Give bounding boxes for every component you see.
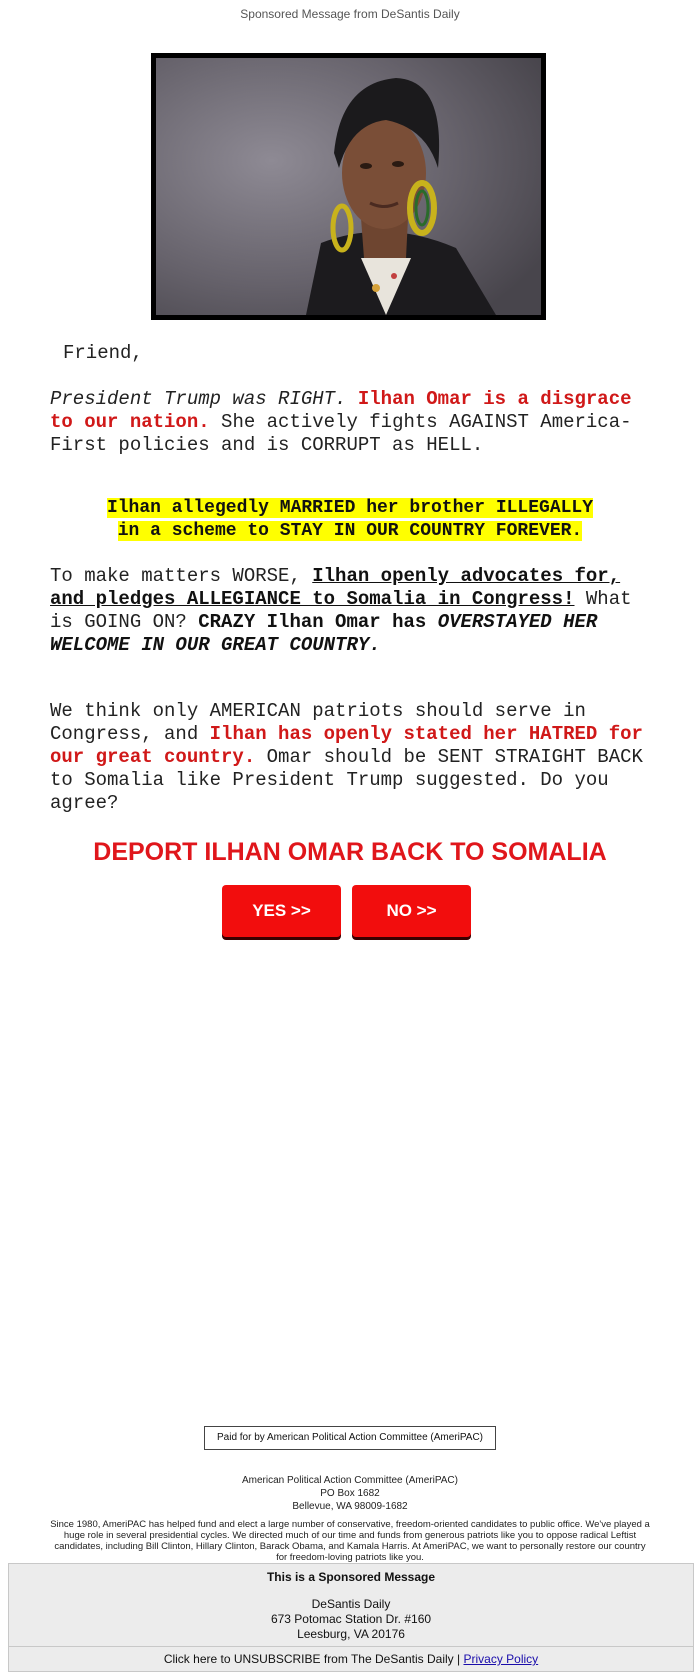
sponsor-info-box [8, 1563, 694, 1647]
intro-statement: President Trump was RIGHT. [50, 388, 347, 410]
paid-for-disclaimer: Paid for by American Political Action Committee (AmeriPAC) [204, 1426, 496, 1450]
highlighted-claim [40, 497, 660, 543]
hero-photo [156, 58, 541, 315]
unsubscribe-bar [8, 1646, 694, 1672]
allegiance-underlined: Ilhan openly advocates for, and pledges ALLEGIANCE to Somalia in Congress! [50, 565, 621, 610]
cta-headline: DEPORT ILHAN OMAR BACK TO SOMALIA [93, 838, 607, 866]
going-on-text: What is GOING ON? [50, 588, 632, 633]
unsubscribe-link[interactable]: Click here to UNSUBSCRIBE from The DeSantis Daily | [163, 1652, 461, 1666]
committee-about: Since 1980, AmeriPAC has helped fund and elect a large number of conservative, freedom-oriented candidates to public office. We've played a huge role in several presidential cycles. We directed much of our time and funds from generous patriots like you to oppose radical Leftist candidates, including Bill Clinton, Hillary Clinton, Barack Obama, and Kamala Harris. At AmeriPAC, we want to personally restore our country for freedom-loving patriots like you. [50, 1519, 650, 1563]
yes-button[interactable]: YES >> [222, 885, 341, 937]
paragraph-allegiance [50, 565, 660, 657]
patriots-text: We think only AMERICAN patriots should serve in Congress, and [50, 700, 586, 745]
highlight-line-1: Ilhan allegedly MARRIED her brother ILLEGALLY [106, 498, 594, 518]
sponsor-name: DeSantis Daily [311, 1597, 391, 1611]
red-emphasis-hatred: Ilhan has openly stated her HATRED for our great country. [50, 723, 643, 768]
paragraph-trump-right [50, 388, 660, 457]
sponsor-city: Leesburg, VA 20176 [297, 1627, 405, 1641]
crazy-omar-text: CRAZY Ilhan Omar has [198, 611, 427, 633]
corruption-statement: She actively fights AGAINST America-First policies and is CORRUPT as HELL. [50, 411, 632, 456]
portrait-illustration [156, 58, 541, 315]
committee-name: American Political Action Committee (AmeriPAC) [242, 1475, 458, 1486]
no-button[interactable]: NO >> [352, 885, 471, 937]
sponsored-message-note: Sponsored Message from DeSantis Daily [240, 7, 460, 21]
hero-photo-frame [151, 53, 546, 320]
matters-worse-text: To make matters WORSE, [50, 565, 301, 587]
highlight-line-2: in a scheme to STAY IN OUR COUNTRY FOREVER. [117, 521, 583, 541]
committee-city: Bellevue, WA 98009-1682 [292, 1501, 408, 1512]
committee-po-box: PO Box 1682 [320, 1488, 380, 1499]
paragraph-patriots [50, 700, 660, 815]
overstayed-text: OVERSTAYED HER WELCOME IN OUR GREAT COUNTRY. [50, 611, 598, 656]
sent-back-text: Omar should be SENT STRAIGHT BACK to Somalia like President Trump suggested. Do you agree? [50, 746, 643, 814]
committee-address [0, 1474, 700, 1513]
privacy-policy-link[interactable]: Privacy Policy [463, 1652, 539, 1666]
greeting: Friend, [63, 342, 143, 364]
sponsored-title: This is a Sponsored Message [266, 1570, 436, 1584]
red-emphasis-disgrace: Ilhan Omar is a disgrace to our nation. [50, 388, 632, 433]
sponsor-street: 673 Potomac Station Dr. #160 [270, 1612, 432, 1626]
